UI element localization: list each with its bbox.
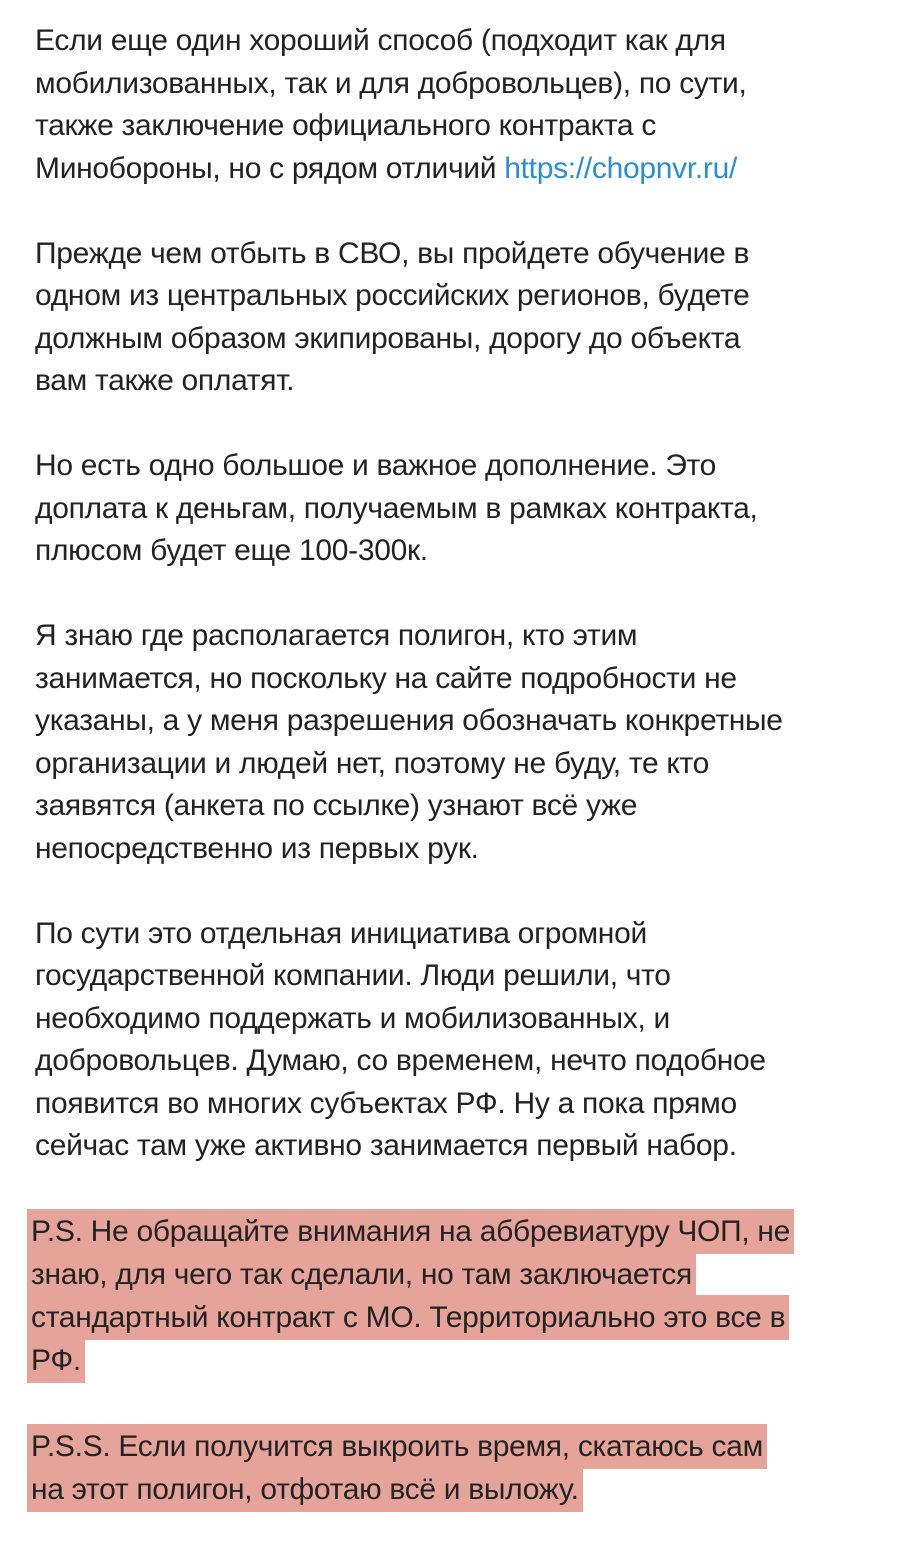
text-line: появится во многих субъектах РФ. Ну а пока прямо bbox=[35, 1086, 737, 1120]
highlighted-line: РФ. bbox=[27, 1338, 85, 1383]
paragraph-2 bbox=[35, 233, 885, 403]
paragraph-5 bbox=[35, 913, 885, 1168]
paragraph-1 bbox=[35, 20, 885, 190]
text-line: государственной компании. Люди решили, что bbox=[35, 959, 671, 992]
message-body bbox=[31, 20, 885, 1553]
text-line: добровольцев. Думаю, со временем, нечто подобное bbox=[35, 1044, 766, 1077]
text-line: мобилизованных, так и для добровольцев), по сути, bbox=[35, 66, 747, 100]
highlighted-line: P.S. Не обращайте внимания на аббревиатуру ЧОП, не bbox=[27, 1209, 794, 1254]
text-line: также заключение официального контракта с bbox=[35, 109, 657, 142]
text-line: сейчас там уже активно занимается первый набор. bbox=[35, 1129, 737, 1162]
text-line: Прежде чем отбыть в СВО, вы пройдете обучение в bbox=[35, 236, 750, 270]
text-line: Если еще один хороший способ (подходит как для bbox=[35, 24, 726, 57]
highlighted-line: на этот полигон, отфотаю всё и выложу. bbox=[27, 1467, 583, 1512]
paragraph-4 bbox=[35, 615, 885, 870]
highlighted-line: P.S.S. Если получится выкроить время, скатаюсь сам bbox=[27, 1424, 767, 1469]
text-line: доплата к деньгам, получаемым в рамках контракта, bbox=[35, 491, 758, 525]
text-line: плюсом будет еще 100-300к. bbox=[35, 534, 428, 567]
text-line: непосредственно из первых рук. bbox=[35, 831, 479, 865]
text-line: одном из центральных российских регионов, будете bbox=[35, 279, 750, 312]
text-line: занимается, но поскольку на сайте подробности не bbox=[35, 661, 737, 695]
ps-highlighted-paragraph bbox=[31, 1210, 885, 1382]
text-line: организации и людей нет, поэтому не буду, те кто bbox=[35, 746, 710, 780]
text-line: необходимо поддержать и мобилизованных, и bbox=[35, 1001, 670, 1035]
text-line: указаны, а у меня разрешения обозначать конкретные bbox=[35, 704, 783, 737]
text-line: Я знаю где располагается полигон, кто этим bbox=[35, 619, 638, 652]
highlighted-line: знаю, для чего так сделали, но там заключается bbox=[27, 1252, 696, 1297]
text-line: должным образом экипированы, дорогу до объекта bbox=[35, 321, 741, 355]
pss-highlighted-paragraph bbox=[31, 1425, 885, 1511]
highlighted-line: стандартный контракт с МО. Территориально это все в bbox=[27, 1295, 789, 1340]
chopnvr-link[interactable]: https://chopnvr.ru/ bbox=[504, 151, 738, 185]
text-line: Минобороны, но с рядом отличий bbox=[35, 151, 505, 185]
text-line: заявятся (анкета по ссылке) узнают всё уже bbox=[35, 789, 638, 822]
text-line: Но есть одно большое и важное дополнение. Это bbox=[35, 449, 717, 482]
text-line: По сути это отдельная инициатива огромной bbox=[35, 916, 647, 950]
paragraph-3 bbox=[35, 445, 885, 573]
text-line: вам также оплатят. bbox=[35, 364, 295, 397]
